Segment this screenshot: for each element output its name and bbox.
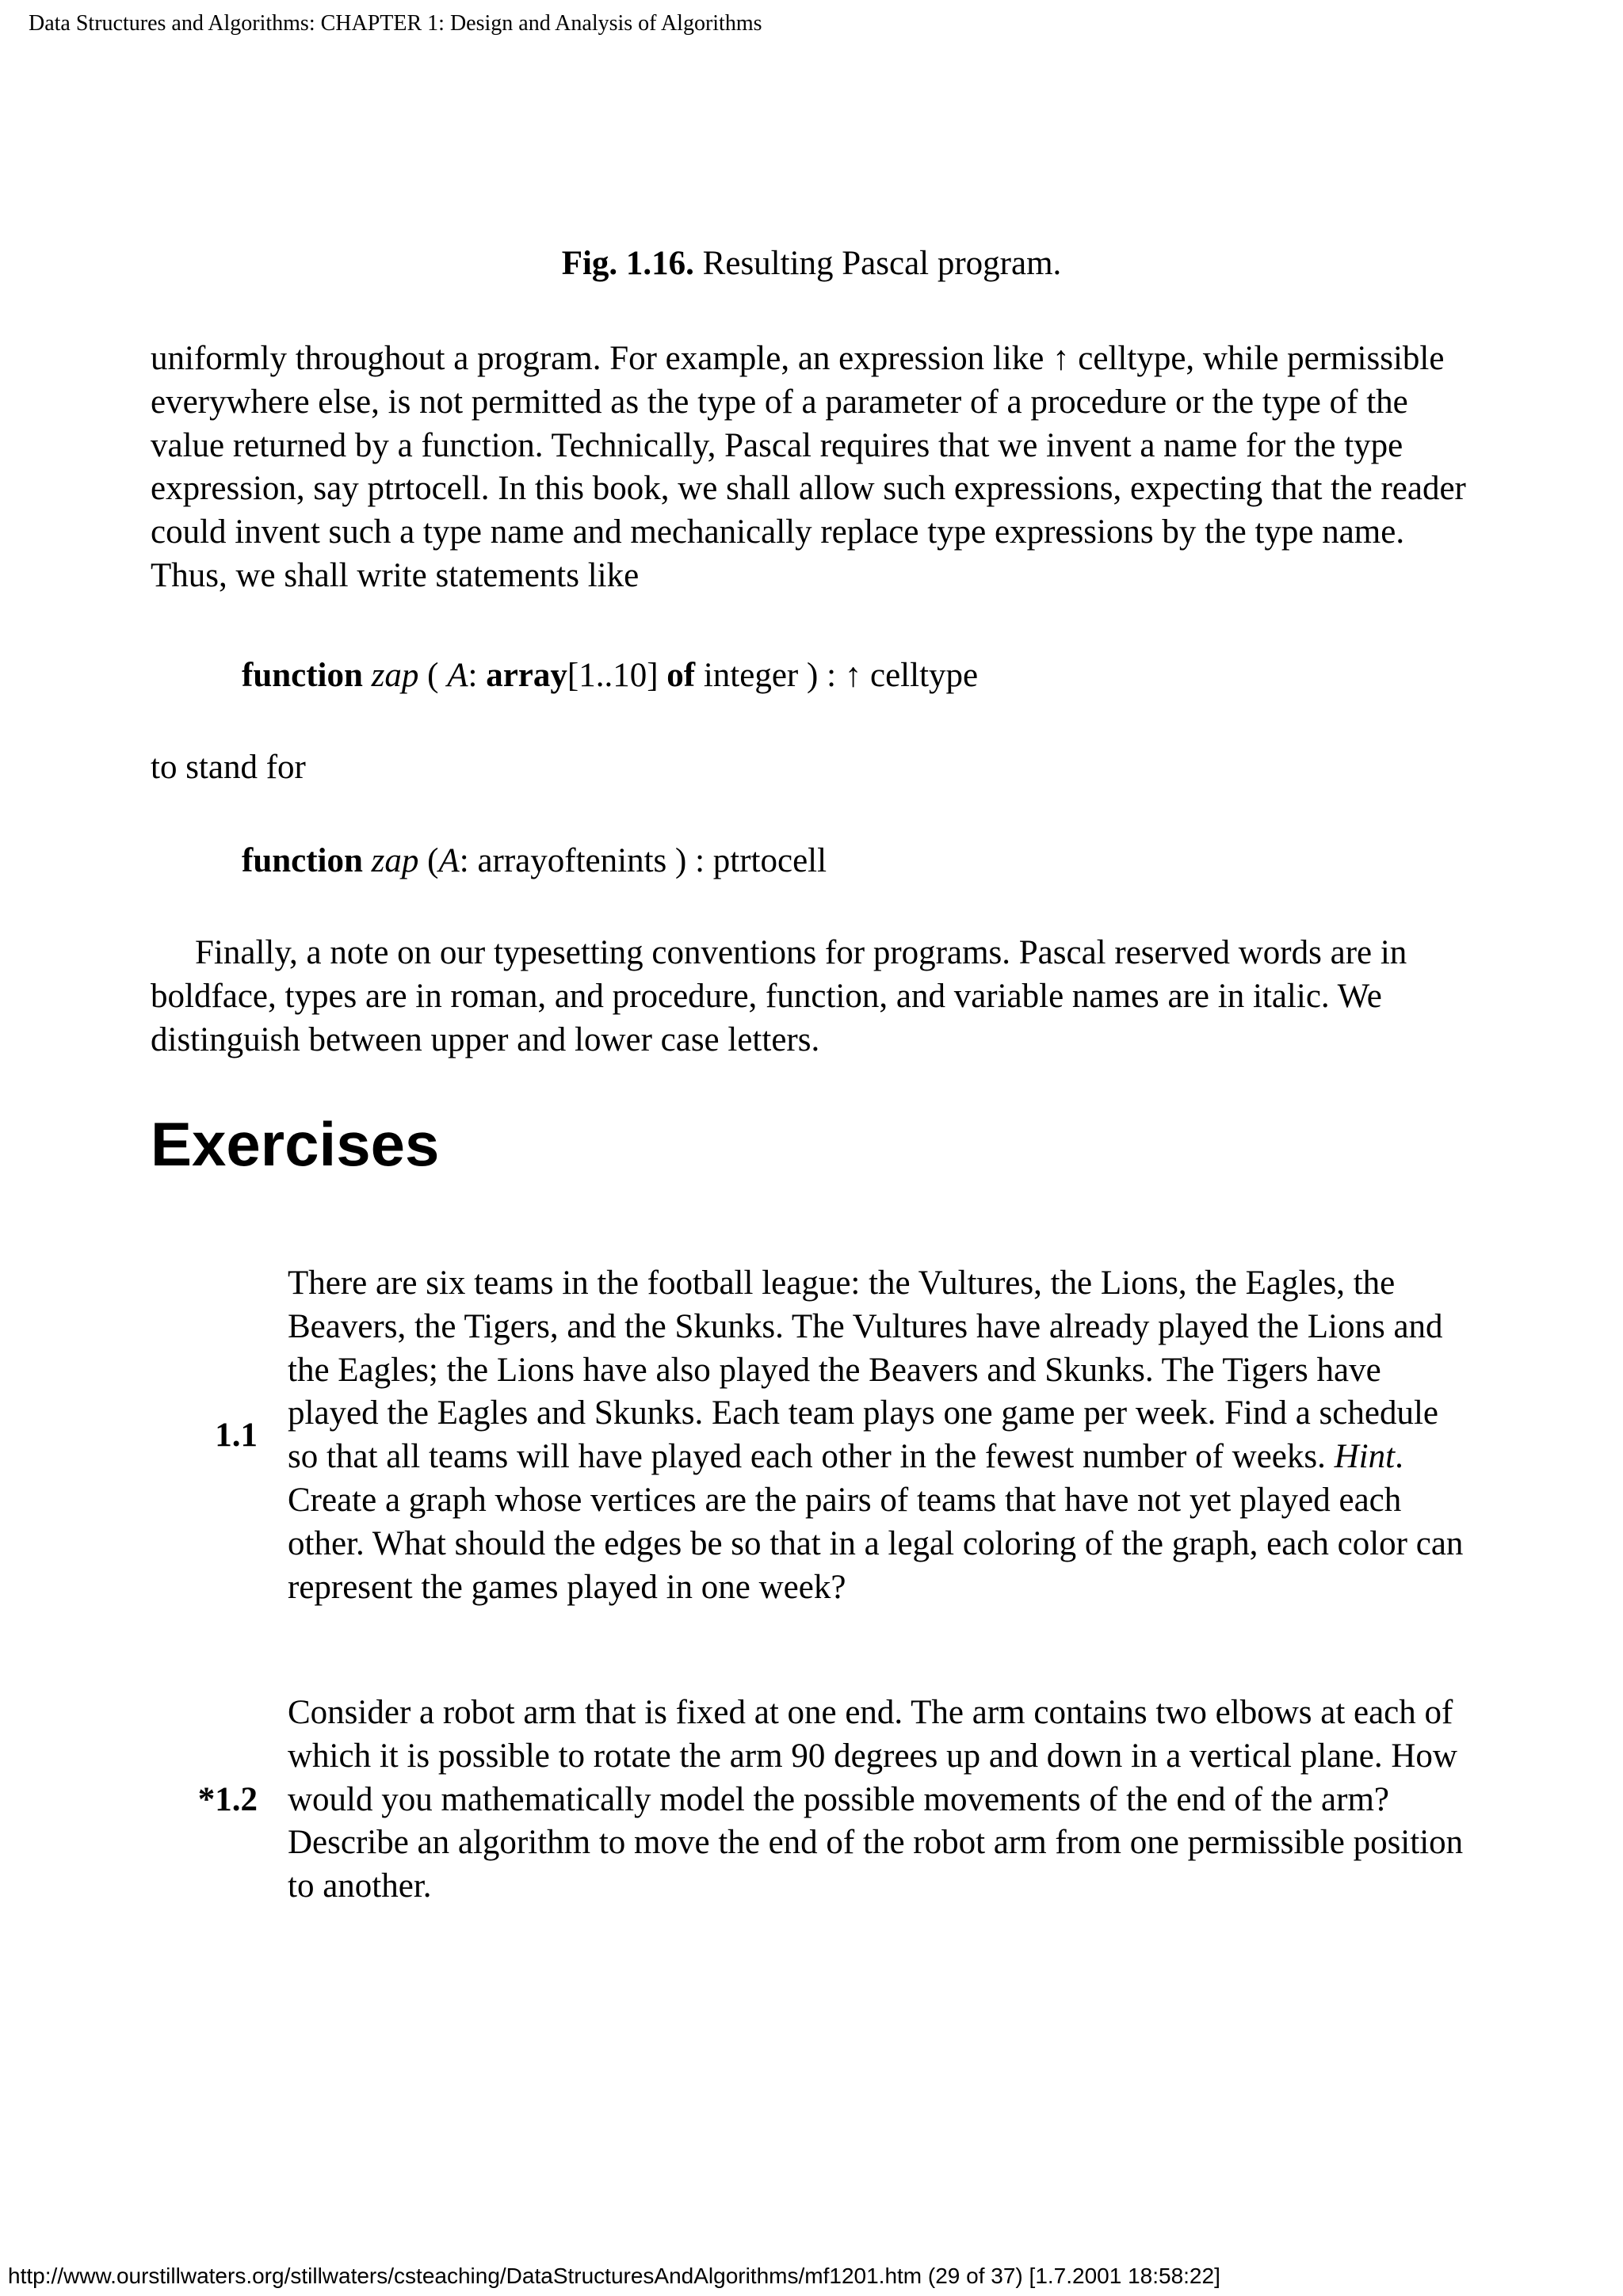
exercise-text: Consider a robot arm that is fixed at one end. The arm contains two elbows at each of which it is possible to rotate the arm 90 degrees up and down in a vertical plane. How would you mathematically model the possible movements of the end of the arm? Describe an algorithm to move the end of the robot arm from one permissible position to another. [288, 1694, 1464, 1905]
code-line-zap-ptrtocell [242, 838, 827, 884]
keyword-function: function [242, 657, 363, 694]
exercise-number: *1.2 [197, 1780, 258, 1818]
keyword-of: of [666, 657, 696, 694]
running-header: Data Structures and Algorithms: CHAPTER 1: Design and Analysis of Algorithms [29, 11, 762, 36]
code-open-paren: ( [418, 657, 448, 694]
parameter-name: A [447, 657, 468, 694]
paragraph-type-expressions: uniformly throughout a program. For example, an expression like ↑ celltype, while permissible everywhere else, is not permitted as the type of a parameter of a procedure or the type of the value returned by a function. Technically, Pascal requires that we invent a name for the type expression, say ptrtocell. In this book, we shall allow such expressions, expecting that the reader could invent such a type name and mechanically replace type expressions by the type name. Thus, we shall write statements like [151, 340, 1466, 594]
function-name: zap [371, 657, 419, 694]
function-name: zap [371, 842, 419, 879]
exercise-text [288, 1262, 1466, 1609]
figure-caption [0, 241, 1623, 287]
figure-caption-text: Resulting Pascal program. [693, 245, 1062, 282]
stand-for-text: to stand for [151, 749, 306, 786]
footer-url: http://www.ourstillwaters.org/stillwaters/csteaching/DataStructuresAndAlgorithms/mf1201.htm (29 of 37) [1.7.2001 18:58:22] [8, 2264, 1220, 2288]
keyword-array: array [486, 657, 567, 694]
figure-label: Fig. 1.16. [561, 245, 694, 282]
exercise-item [151, 1262, 1466, 1609]
code-line-zap-celltype [242, 653, 978, 699]
parameter-name: A [438, 842, 460, 879]
hint-label: Hint [1334, 1438, 1396, 1476]
code-open-paren: ( [418, 842, 439, 879]
exercise-number: 1.1 [215, 1416, 258, 1454]
exercise-item [151, 1691, 1466, 1909]
exercise-text-part: There are six teams in the football league: the Vultures, the Lions, the Eagles, the Beavers, the Tigers, and the Skunks. The Vultures have already played the Lions and the Eagles; the Lions have also played the Beavers and Skunks. The Tigers have played the Eagles and Skunks. Each team plays one game per week. Find a schedule so that all teams will have played each other in the fewest number of weeks. [288, 1264, 1443, 1476]
paragraph-typesetting-conventions: Finally, a note on our typesetting conventions for programs. Pascal reserved words are in boldface, types are in roman, and procedure, function, and variable names are in italic. We distinguish between upper and lower case letters. [151, 934, 1407, 1058]
code-rest: : arrayoftenints ) : ptrtocell [459, 842, 827, 879]
exercise-text-part: . Create a graph whose vertices are the pairs of teams that have not yet played each other. What should the edges be so that in a legal coloring of the graph, each color can represent the games played in one week? [288, 1438, 1464, 1606]
code-colon: : [468, 657, 487, 694]
exercises-heading: Exercises [151, 1109, 440, 1179]
array-range: [1..10] [567, 657, 667, 694]
keyword-function: function [242, 842, 363, 879]
code-rest: integer ) : ↑ celltype [695, 657, 979, 694]
